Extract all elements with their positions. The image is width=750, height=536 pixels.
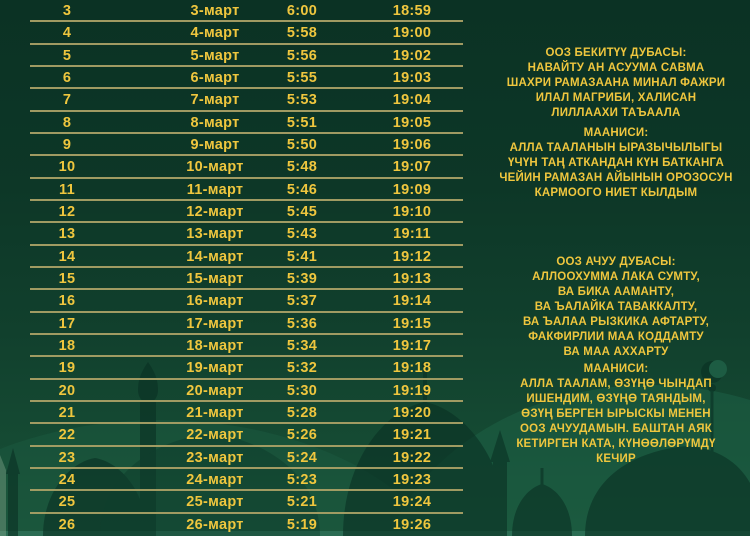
iftar-time-cell: 19:26 bbox=[392, 516, 432, 533]
dua-block bbox=[486, 362, 746, 467]
table-row bbox=[26, 447, 470, 469]
table-row bbox=[26, 246, 470, 268]
table-row bbox=[26, 491, 470, 513]
iftar-time-cell: 19:17 bbox=[392, 338, 432, 355]
table-row bbox=[26, 357, 470, 379]
dua-block-title: МААНИСИ: bbox=[583, 127, 649, 139]
day-number-cell: 18 bbox=[58, 338, 76, 355]
sahar-time-cell: 5:19 bbox=[286, 516, 318, 533]
date-cell: 18-март bbox=[186, 338, 244, 355]
table-row bbox=[26, 112, 470, 134]
day-number-cell: 14 bbox=[58, 248, 76, 265]
date-cell: 6-март bbox=[190, 70, 240, 87]
table-row bbox=[26, 45, 470, 67]
table-row bbox=[26, 424, 470, 446]
day-number-cell: 9 bbox=[62, 137, 72, 154]
date-cell: 4-март bbox=[190, 25, 240, 42]
date-cell: 26-март bbox=[186, 516, 244, 533]
date-cell: 19-март bbox=[186, 360, 244, 377]
date-cell: 10-март bbox=[186, 159, 244, 176]
iftar-time-cell: 19:11 bbox=[393, 226, 431, 243]
dua-block-title: ООЗ АЧУУ ДУБАСЫ: bbox=[556, 256, 676, 268]
iftar-time-cell: 19:05 bbox=[392, 114, 432, 131]
sahar-time-cell: 5:21 bbox=[286, 494, 318, 511]
dua-block-line: ВА ЪАЛАА РЫЗКИКА АФТАРТУ, bbox=[522, 316, 710, 328]
table-row bbox=[26, 514, 470, 536]
timetable bbox=[26, 0, 470, 536]
iftar-time-cell: 19:24 bbox=[392, 494, 432, 511]
day-number-cell: 15 bbox=[58, 271, 76, 288]
iftar-time-cell: 19:19 bbox=[392, 382, 432, 399]
table-row bbox=[26, 179, 470, 201]
sahar-time-cell: 5:26 bbox=[286, 427, 318, 444]
day-number-cell: 16 bbox=[58, 293, 76, 310]
table-row bbox=[26, 89, 470, 111]
date-cell: 20-март bbox=[186, 382, 244, 399]
iftar-time-cell: 18:59 bbox=[392, 3, 432, 20]
date-cell: 3-март bbox=[190, 3, 240, 20]
sahar-time-cell: 5:28 bbox=[286, 405, 318, 422]
sahar-time-cell: 5:43 bbox=[286, 226, 318, 243]
day-number-cell: 4 bbox=[62, 25, 72, 42]
dua-panel bbox=[486, 0, 746, 536]
day-number-cell: 21 bbox=[58, 405, 76, 422]
day-number-cell: 25 bbox=[58, 494, 76, 511]
date-cell: 16-март bbox=[186, 293, 244, 310]
table-row bbox=[26, 335, 470, 357]
date-cell: 11-март bbox=[186, 181, 244, 198]
date-cell: 22-март bbox=[186, 427, 244, 444]
table-row bbox=[26, 402, 470, 424]
sahar-time-cell: 5:50 bbox=[286, 137, 318, 154]
dua-block bbox=[486, 255, 746, 360]
dua-block-line: ФАКФИРЛИИ МАА КОДДАМТУ bbox=[528, 331, 704, 343]
day-number-cell: 26 bbox=[58, 516, 76, 533]
date-cell: 9-март bbox=[190, 137, 240, 154]
iftar-time-cell: 19:18 bbox=[392, 360, 432, 377]
date-cell: 13-март bbox=[186, 226, 244, 243]
iftar-time-cell: 19:23 bbox=[392, 472, 432, 489]
dua-block-line: ВА ЪАЛАЙКА ТАВАККАЛТУ, bbox=[534, 301, 698, 313]
date-cell: 23-март bbox=[186, 449, 244, 466]
day-number-cell: 22 bbox=[58, 427, 76, 444]
dua-block bbox=[486, 126, 746, 201]
dua-block-title: ООЗ БЕКИТҮҮ ДУБАСЫ: bbox=[545, 47, 687, 59]
dua-block-line: КЕТИРГЕН КАТА, КҮНӨӨЛӨРҮМДҮ bbox=[516, 438, 716, 450]
date-cell: 15-март bbox=[186, 271, 244, 288]
sahar-time-cell: 6:00 bbox=[286, 3, 318, 20]
table-row bbox=[26, 380, 470, 402]
dua-block-line: ЧЕЙИН РАМАЗАН АЙЫНЫН ОРОЗОСУН bbox=[499, 172, 733, 184]
sahar-time-cell: 5:41 bbox=[286, 248, 318, 265]
sahar-time-cell: 5:32 bbox=[286, 360, 318, 377]
sahar-time-cell: 5:55 bbox=[286, 70, 318, 87]
date-cell: 25-март bbox=[186, 494, 244, 511]
iftar-time-cell: 19:15 bbox=[392, 315, 432, 332]
dua-block-line: ИШЕНДИМ, ӨЗҮҢӨ ТАЯНДЫМ, bbox=[526, 393, 706, 405]
day-number-cell: 24 bbox=[58, 472, 76, 489]
sahar-time-cell: 5:24 bbox=[286, 449, 318, 466]
dua-block-line: АЛЛА ТААЛАНЫН ЫРАЗЫЧЫЛЫГЫ bbox=[509, 142, 723, 154]
dua-block-line: ООЗ АЧУУДАМЫН. БАШТАН АЯК bbox=[520, 423, 712, 435]
iftar-time-cell: 19:06 bbox=[392, 137, 432, 154]
sahar-time-cell: 5:23 bbox=[286, 472, 318, 489]
date-cell: 8-март bbox=[190, 114, 240, 131]
dua-block-line: ҮЧҮН ТАҢ АТКАНДАН КҮН БАТКАНГА bbox=[507, 157, 725, 169]
table-row bbox=[26, 223, 470, 245]
day-number-cell: 17 bbox=[58, 315, 76, 332]
dua-block-line: ИЛАЛ МАГРИБИ, ХАЛИСАН bbox=[535, 92, 697, 104]
day-number-cell: 12 bbox=[58, 204, 76, 221]
iftar-time-cell: 19:12 bbox=[392, 248, 432, 265]
day-number-cell: 13 bbox=[58, 226, 76, 243]
iftar-time-cell: 19:02 bbox=[392, 47, 432, 64]
dua-block-line: ӨЗҮҢ БЕРГЕН ЫРЫСКЫ МЕНЕН bbox=[521, 408, 711, 420]
sahar-time-cell: 5:34 bbox=[286, 338, 318, 355]
sahar-time-cell: 5:48 bbox=[286, 159, 318, 176]
dua-block bbox=[486, 46, 746, 121]
dua-block-line: КЕЧИР bbox=[596, 453, 636, 465]
date-cell: 17-март bbox=[186, 315, 244, 332]
sahar-time-cell: 5:51 bbox=[286, 114, 318, 131]
table-row bbox=[26, 22, 470, 44]
sahar-time-cell: 5:36 bbox=[286, 315, 318, 332]
day-number-cell: 8 bbox=[62, 114, 72, 131]
iftar-time-cell: 19:09 bbox=[392, 181, 432, 198]
day-number-cell: 3 bbox=[62, 3, 72, 20]
date-cell: 24-март bbox=[186, 472, 244, 489]
sahar-time-cell: 5:45 bbox=[286, 204, 318, 221]
iftar-time-cell: 19:14 bbox=[392, 293, 432, 310]
table-row bbox=[26, 469, 470, 491]
iftar-time-cell: 19:20 bbox=[392, 405, 432, 422]
table-row bbox=[26, 268, 470, 290]
dua-block-line: ВА МАА АХХАРТУ bbox=[563, 346, 669, 358]
iftar-time-cell: 19:00 bbox=[392, 25, 432, 42]
table-row bbox=[26, 313, 470, 335]
iftar-time-cell: 19:22 bbox=[392, 449, 432, 466]
day-number-cell: 7 bbox=[62, 92, 72, 109]
dua-block-line: АЛЛООХУММА ЛАКА СУМТУ, bbox=[532, 271, 700, 283]
day-number-cell: 11 bbox=[59, 181, 75, 198]
dua-block-line: ШАХРИ РАМАЗААНА МИНАЛ ФАЖРИ bbox=[506, 77, 726, 89]
sahar-time-cell: 5:39 bbox=[286, 271, 318, 288]
date-cell: 5-март bbox=[190, 47, 240, 64]
day-number-cell: 20 bbox=[58, 382, 76, 399]
dua-block-line: ВА БИКА ААМАНТУ, bbox=[557, 286, 675, 298]
day-number-cell: 10 bbox=[58, 159, 76, 176]
sahar-time-cell: 5:46 bbox=[286, 181, 318, 198]
date-cell: 14-март bbox=[186, 248, 244, 265]
dua-block-line: КАРМООГО НИЕТ КЫЛДЫМ bbox=[534, 187, 698, 199]
sahar-time-cell: 5:30 bbox=[286, 382, 318, 399]
sahar-time-cell: 5:53 bbox=[286, 92, 318, 109]
dua-block-line: АЛЛА ТААЛАМ, ӨЗҮҢӨ ЧЫНДАП bbox=[520, 378, 712, 390]
iftar-time-cell: 19:13 bbox=[392, 271, 432, 288]
sahar-time-cell: 5:56 bbox=[286, 47, 318, 64]
table-row bbox=[26, 67, 470, 89]
day-number-cell: 19 bbox=[58, 360, 76, 377]
day-number-cell: 23 bbox=[58, 449, 76, 466]
day-number-cell: 5 bbox=[62, 47, 72, 64]
table-row bbox=[26, 201, 470, 223]
sahar-time-cell: 5:37 bbox=[286, 293, 318, 310]
table-row bbox=[26, 290, 470, 312]
table-row bbox=[26, 156, 470, 178]
iftar-time-cell: 19:03 bbox=[392, 70, 432, 87]
dua-block-line: НАВАЙТУ АН АСУУМА САВМА bbox=[527, 62, 705, 74]
day-number-cell: 6 bbox=[62, 70, 72, 87]
date-cell: 12-март bbox=[186, 204, 244, 221]
table-row bbox=[26, 134, 470, 156]
date-cell: 7-март bbox=[190, 92, 240, 109]
iftar-time-cell: 19:07 bbox=[392, 159, 432, 176]
sahar-time-cell: 5:58 bbox=[286, 25, 318, 42]
iftar-time-cell: 19:04 bbox=[392, 92, 432, 109]
date-cell: 21-март bbox=[186, 405, 244, 422]
dua-block-title: МААНИСИ: bbox=[583, 363, 649, 375]
iftar-time-cell: 19:21 bbox=[392, 427, 432, 444]
iftar-time-cell: 19:10 bbox=[392, 204, 432, 221]
dua-block-line: ЛИЛЛААХИ ТАЪААЛА bbox=[551, 107, 681, 119]
table-row bbox=[26, 0, 470, 22]
